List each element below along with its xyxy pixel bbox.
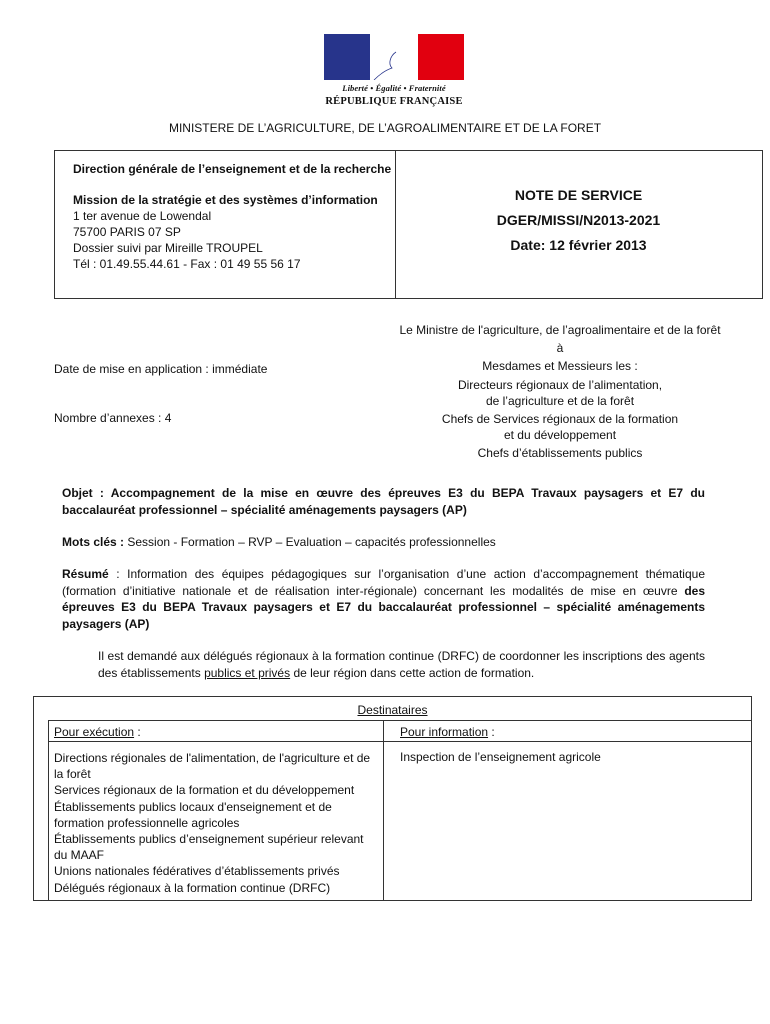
list-item: Inspection de l’enseignement agricole (400, 750, 601, 764)
summary-paragraph (62, 566, 705, 632)
direction-name: Direction générale de l’enseignement et de la recherche (73, 162, 392, 176)
objet-paragraph (62, 485, 705, 518)
keywords-paragraph (62, 534, 705, 551)
summary-text: : Information des équipes pédagogiques sur l’organisation d’une action d’accompagnement thématique (formation d’initiative nationale et de réalisation inter-régionale) concernant les modalités de mise en œuvre (62, 567, 705, 598)
recipient-line: Chefs de Services régionaux de la formation (441, 412, 679, 427)
note-date: Date: 12 février 2013 (510, 237, 647, 253)
information-list (400, 750, 601, 764)
note-reference: DGER/MISSI/N2013-2021 (496, 212, 661, 228)
list-item: Directions régionales de l'alimentation, de l'agriculture et de la forêt (54, 751, 371, 782)
recipient-line: Directeurs régionaux de l’alimentation, (457, 377, 663, 392)
marianne-profile-icon (370, 34, 418, 80)
information-header: Pour information : (400, 725, 495, 739)
recipients-table (33, 696, 752, 901)
keywords-label: Mots clés : (62, 535, 125, 549)
addressing-block (360, 321, 760, 463)
followed-by: Dossier suivi par Mireille TROUPEL (73, 241, 263, 255)
republic-name: RÉPUBLIQUE FRANÇAISE (325, 96, 463, 107)
request-underlined: publics et privés (204, 665, 291, 680)
address-line-1: 1 ter avenue de Lowendal (73, 209, 212, 223)
note-title: NOTE DE SERVICE (514, 187, 643, 203)
request-paragraph (98, 648, 705, 681)
to-word: à (556, 341, 564, 356)
issuer-block (73, 161, 393, 272)
summary-label: Résumé (62, 567, 109, 581)
list-item: Établissements publics locaux d'enseignement et de formation professionnelle agricoles (54, 799, 332, 830)
annex-count: Nombre d’annexes : 4 (54, 411, 172, 425)
recipients-title: Destinataires (357, 703, 428, 717)
summary-bold-text: des épreuves E3 du BEPA Travaux paysagers et E7 du baccalauréat professionnel – spécialité aménagements paysagers (AP) (62, 583, 705, 631)
sender: Le Ministre de l'agriculture, de l’agroalimentaire et de la forêt (399, 323, 721, 337)
republique-logo (324, 34, 464, 107)
mission-name: Mission de la stratégie et des systèmes d’information (73, 193, 378, 207)
ministry-title: MINISTERE DE L’AGRICULTURE, DE L’AGROALIMENTAIRE ET DE LA FORET (168, 121, 602, 135)
execution-header: Pour exécution : (54, 725, 141, 739)
marianne-flag-icon (324, 34, 464, 80)
republic-motto: Liberté • Égalité • Fraternité (342, 83, 446, 93)
request-text-end: de leur région dans cette action de formation. (290, 665, 535, 680)
header-box (54, 150, 763, 299)
recipient-line: de l’agriculture et de la forêt (485, 393, 635, 408)
phone-fax: Tél : 01.49.55.44.61 - Fax : 01 49 55 56 17 (73, 257, 301, 271)
recipients-intro: Mesdames et Messieurs les : (482, 359, 638, 374)
request-text: Il est demandé aux délégués régionaux à la formation continue (DRFC) de coordonner les inscriptions des agents des établissements (98, 649, 705, 680)
objet-label: Objet : (62, 486, 104, 500)
list-item: Délégués régionaux à la formation continue (DRFC) (54, 880, 331, 895)
recipient-line: Chefs d’établissements publics (477, 446, 643, 461)
application-date: Date de mise en application : immédiate (54, 362, 268, 376)
objet-text: Accompagnement de la mise en œuvre des épreuves E3 du BEPA Travaux paysagers et E7 du baccalauréat professionnel – spécialité aménagements paysagers (AP) (62, 486, 706, 517)
execution-list (54, 750, 380, 896)
address-line-2: 75700 PARIS 07 SP (73, 225, 181, 239)
note-identity (395, 187, 762, 262)
list-item: Services régionaux de la formation et du développement (54, 783, 355, 798)
recipient-line: et du développement (503, 428, 617, 443)
keywords-text: Session - Formation – RVP – Evaluation – capacités professionnelles (127, 535, 496, 549)
list-item: Unions nationales fédératives d’établissements privés (54, 864, 340, 879)
list-item: Établissements publics d’enseignement supérieur relevant du MAAF (54, 832, 364, 863)
